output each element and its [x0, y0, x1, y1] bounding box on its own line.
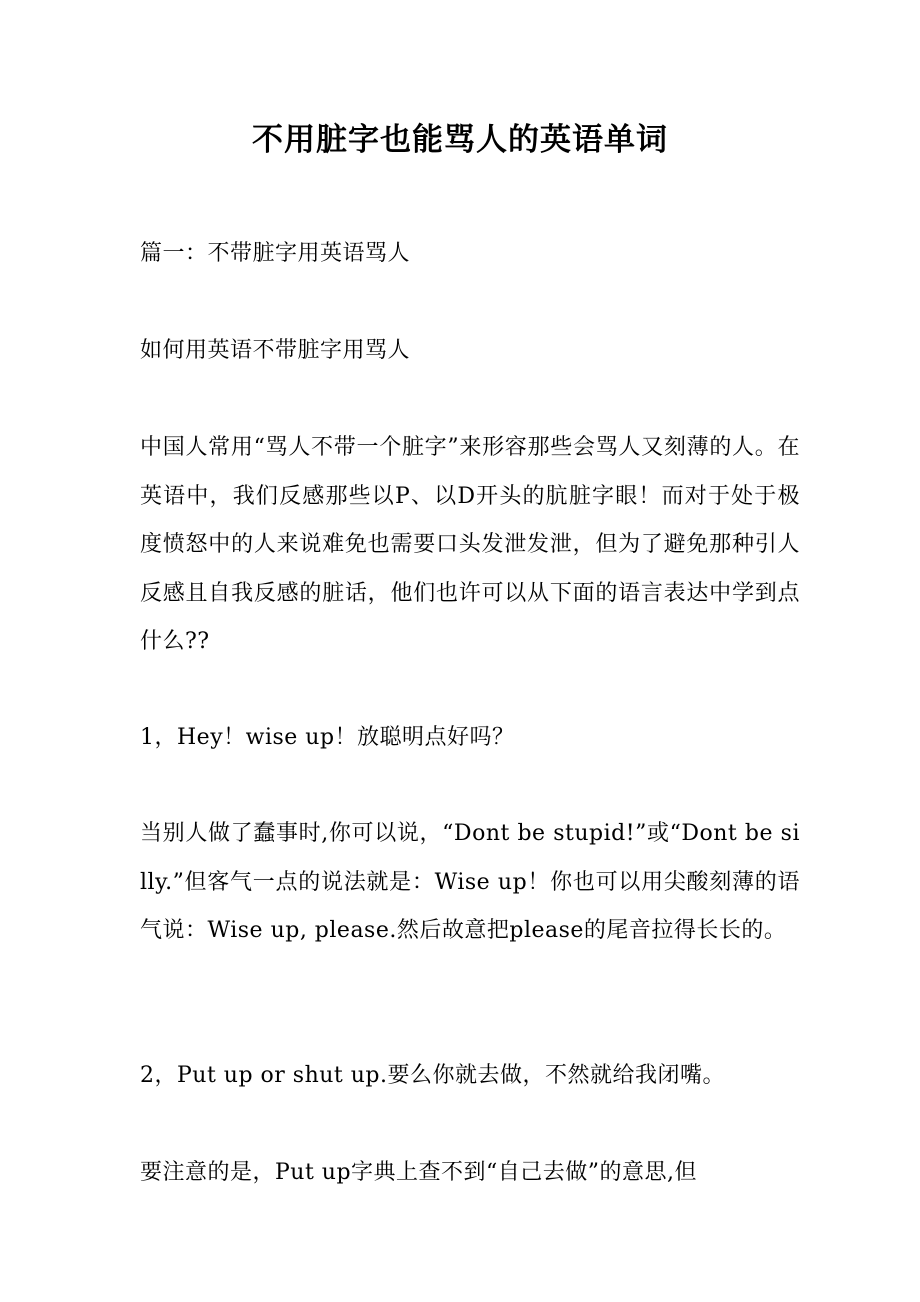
item-2-heading: 2，Put up or shut up.要么你就去做，不然就给我闭嘴。	[140, 1063, 726, 1088]
section-heading: 篇一：不带脏字用英语骂人	[140, 241, 411, 266]
item-1-heading: 1，Hey！wise up！放聪明点好吗？	[140, 725, 515, 750]
subheading: 如何用英语不带脏字用骂人	[140, 338, 411, 363]
item-2-explanation: 要注意的是，Put up字典上查不到“自己去做”的意思,但	[140, 1160, 698, 1185]
intro-paragraph: 中国人常用“骂人不带一个脏字”来形容那些会骂人又刻薄的人。在英语中，我们反感那些以P、以D开头的肮脏字眼！而对于处于极度愤怒中的人来说难免也需要口头发泄发泄，但为了避免那种引人反感且自我反感的脏话，他们也许可以从下面的语言表达中学到点什么??	[140, 435, 800, 654]
document-title: 不用脏字也能骂人的英语单词	[252, 122, 668, 158]
item-1-explanation: 当别人做了蠢事时,你可以说，“Dont be stupid!”或“Dont be silly.”但客气一点的说法就是：Wise up！你也可以用尖酸刻薄的语气说：Wise up, please.然后故意把please的尾音拉得长长的。	[140, 821, 800, 943]
